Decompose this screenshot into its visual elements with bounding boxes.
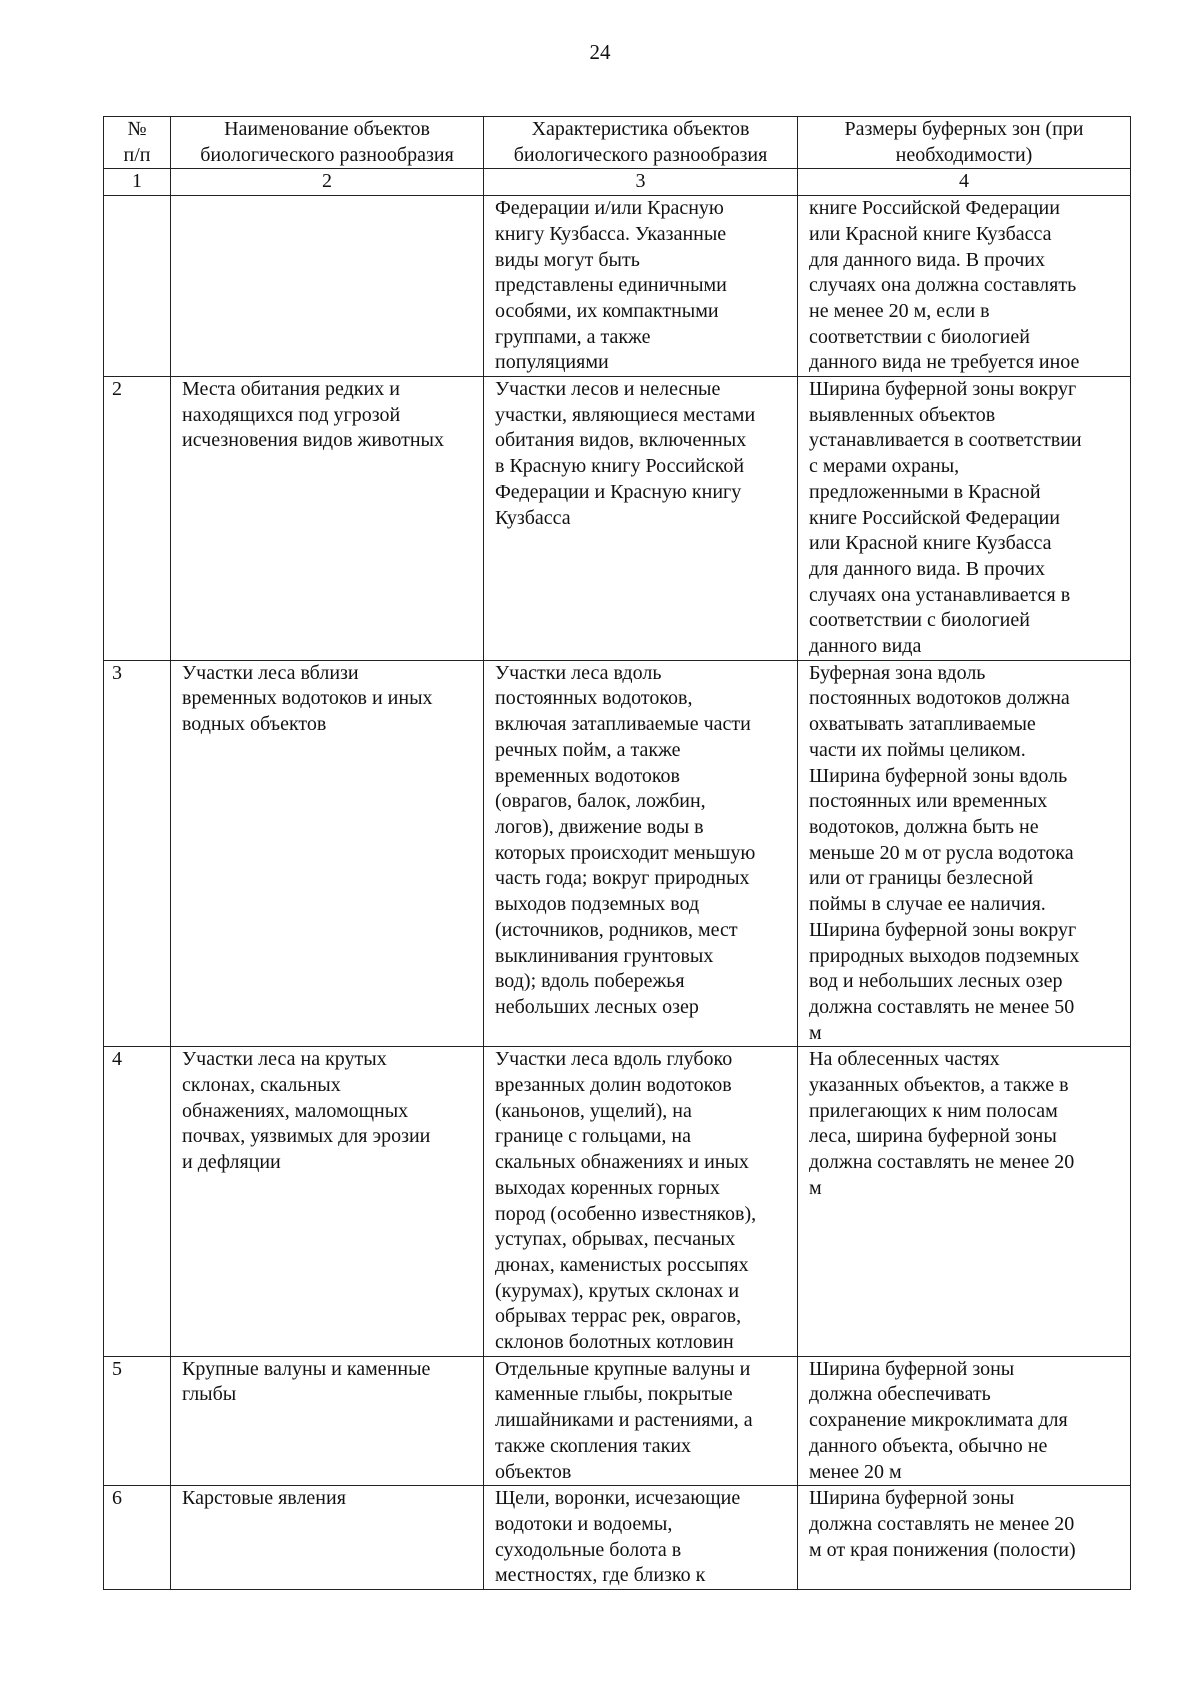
table-row [104,1486,1131,1590]
table-row [104,660,1131,1047]
row-number-cell: 3 [104,660,171,1047]
object-name-cell: Крупные валуны и каменные глыбы [171,1356,484,1486]
row-number-cell [104,196,171,377]
characteristic-cell: Федерации и/или Красную книгу Кузбасса. Указанные виды могут быть представлены единичными особями, их компактными группами, а также популяциями [484,196,798,377]
buffer-size-cell: Ширина буферной зоны вокруг выявленных объектов устанавливается в соответствии с мерами охраны, предложенными в Красной книге Российской Федерации или Красной книге Кузбасса для данного вида. В прочих случаях она устанавливается в соответствии с биологией данного вида [798,377,1131,661]
object-name-cell [171,196,484,377]
row-number-cell: 2 [104,377,171,661]
table-row [104,196,1131,377]
buffer-size-cell: Ширина буферной зоны должна составлять не менее 20 м от края понижения (полости) [798,1486,1131,1590]
table-row [104,1356,1131,1486]
column-number-row [104,169,1131,196]
row-number-cell: 4 [104,1047,171,1356]
buffer-size-cell: Ширина буферной зоны должна обеспечивать сохранение микроклимата для данного объекта, обычно не менее 20 м [798,1356,1131,1486]
characteristic-cell: Участки лесов и нелесные участки, являющиеся местами обитания видов, включенных в Красную книгу Российской Федерации и Красную книгу Кузбасса [484,377,798,661]
header-row [104,117,1131,169]
row-number-cell: 5 [104,1356,171,1486]
object-name-cell: Участки леса на крутых склонах, скальных обнажениях, маломощных почвах, уязвимых для эрозии и дефляции [171,1047,484,1356]
page-number: 24 [589,40,611,64]
table-row [104,377,1131,661]
buffer-size-cell: книге Российской Федерации или Красной книге Кузбасса для данного вида. В прочих случаях она должна составлять не менее 20 м, если в соответствии с биологией данного вида не требуется иное [798,196,1131,377]
characteristic-cell: Отдельные крупные валуны и каменные глыбы, покрытые лишайниками и растениями, а также скопления таких объектов [484,1356,798,1486]
characteristic-cell: Участки леса вдоль глубоко врезанных долин водотоков (каньонов, ущелий), на границе с гольцами, на скальных обнажениях и иных выходах коренных горных пород (особенно известняков), уступах, обрывах, песчаных дюнах, каменистых россыпях (курумах), крутых склонах и обрывах террас рек, оврагов, склонов болотных котловин [484,1047,798,1356]
characteristic-cell: Участки леса вдоль постоянных водотоков, включая затапливаемые части речных пойм, а также временных водотоков (оврагов, балок, ложбин, логов), движение воды в которых происходит меньшую часть года; вокруг природных выходов подземных вод (источников, родников, мест выклинивания грунтовых вод); вдоль побережья небольших лесных озер [484,660,798,1047]
column-number: 1 [104,169,171,196]
header-num: № п/п [104,117,171,169]
object-name-cell: Места обитания редких и находящихся под угрозой исчезновения видов животных [171,377,484,661]
header-characteristic: Характеристика объектов биологического разнообразия [484,117,798,169]
object-name-cell: Участки леса вблизи временных водотоков и иных водных объектов [171,660,484,1047]
column-number: 4 [798,169,1131,196]
characteristic-cell: Щели, воронки, исчезающие водотоки и водоемы, суходольные болота в местностях, где близко к [484,1486,798,1590]
column-number: 2 [171,169,484,196]
buffer-size-cell: Буферная зона вдоль постоянных водотоков должна охватывать затапливаемые части их поймы целиком. Ширина буферной зоны вдоль постоянных или временных водотоков, должна быть не меньше 20 м от русла водотока или от границы безлесной поймы в случае ее наличия. Ширина буферной зоны вокруг природных выходов подземных вод и небольших лесных озер должна составлять не менее 50 м [798,660,1131,1047]
object-name-cell: Карстовые явления [171,1486,484,1590]
row-number-cell: 6 [104,1486,171,1590]
column-number: 3 [484,169,798,196]
header-name: Наименование объектов биологического разнообразия [171,117,484,169]
buffer-size-cell: На облесенных частях указанных объектов, а также в прилегающих к ним полосам леса, ширина буферной зоны должна составлять не менее 20 м [798,1047,1131,1356]
buffer-zones-table [103,116,1131,1590]
header-buffer: Размеры буферных зон (при необходимости) [798,117,1131,169]
table-row [104,1047,1131,1356]
